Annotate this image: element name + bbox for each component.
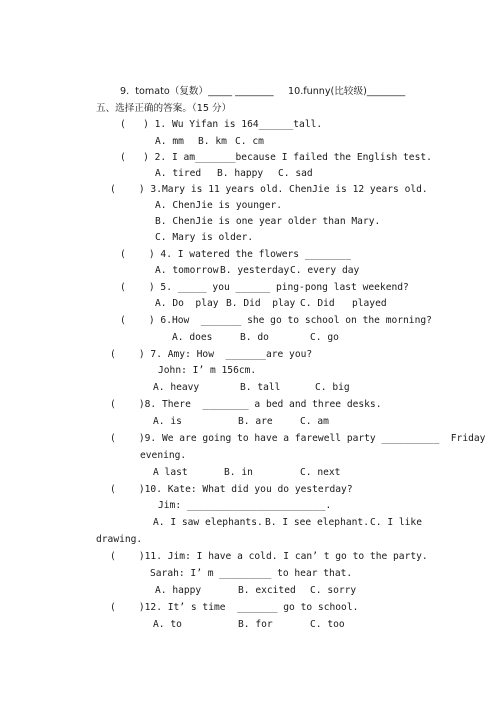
- q2-option-c: C. sad: [278, 168, 313, 179]
- q6-option-a: A. does: [172, 332, 213, 343]
- q8-option-b: B. are: [238, 416, 273, 427]
- q5-stem: ( ) 5. _____ you ______ ping-pong last weekend?: [120, 282, 409, 293]
- q10-option-c: C. I like: [370, 517, 422, 528]
- q4-stem: ( ) 4. I watered the flowers ________: [120, 249, 352, 260]
- q8-option-c: C. am: [300, 416, 329, 427]
- q7-dialogue: John: I’ m 156cm.: [158, 365, 257, 376]
- q9-option-c: C. next: [300, 467, 341, 478]
- q3-option-c: C. Mary is older.: [155, 232, 254, 243]
- q4-option-b: B. yesterday: [220, 265, 290, 276]
- q5-option-a: A. Do play: [155, 298, 219, 309]
- q3-option-a: A. ChenJie is younger.: [155, 200, 283, 211]
- question-9: 9. tomato（复数）_____ ________: [120, 86, 274, 97]
- q12-option-a: A. to: [153, 619, 182, 630]
- q1-option-b: B. km: [198, 136, 227, 147]
- q11-option-b: B. excited: [238, 585, 296, 596]
- q5-option-c: C. Did played: [300, 298, 387, 309]
- q11-dialogue: Sarah: I’ m _________ to hear that.: [150, 568, 353, 579]
- q2-stem: ( ) 2. I am_______because I failed the English test.: [120, 152, 432, 163]
- q7-option-a: A. heavy: [153, 382, 200, 393]
- q10-dialogue: Jim: ________________________.: [158, 500, 332, 511]
- q7-option-c: C. big: [315, 382, 350, 393]
- q10-stem: ( )10. Kate: What did you do yesterday?: [110, 484, 353, 495]
- q4-option-a: A. tomorrow: [155, 265, 219, 276]
- q6-option-c: C. go: [310, 332, 339, 343]
- q11-stem: ( )11. Jim: I have a cold. I can’ t go to the party.: [110, 551, 428, 562]
- q6-option-b: B. do: [240, 332, 269, 343]
- q8-option-a: A. is: [153, 416, 182, 427]
- q4-option-c: C. every day: [290, 265, 360, 276]
- q1-option-a: A. mm: [155, 136, 184, 147]
- q5-option-b: B. Did play: [226, 298, 296, 309]
- q2-option-b: B. happy: [217, 168, 264, 179]
- q9-option-a: A last: [153, 467, 188, 478]
- question-10: 10.funny(比较级)________: [288, 86, 406, 97]
- section-title: 五、选择正确的答案。（15 分）: [96, 103, 232, 114]
- q2-option-a: A. tired: [155, 168, 202, 179]
- q12-option-b: B. for: [238, 619, 273, 630]
- q1-stem: ( ) 1. Wu Yifan is 164______tall.: [120, 119, 323, 130]
- q1-option-c: C. cm: [235, 136, 264, 147]
- q9-continuation: evening.: [140, 450, 187, 461]
- q12-option-c: C. too: [310, 619, 345, 630]
- q9-option-b: B. in: [224, 467, 253, 478]
- q3-stem: ( ) 3.Mary is 11 years old. ChenJie is 12 years old.: [110, 184, 428, 195]
- q10-option-b: B. I see elephant.: [265, 517, 369, 528]
- q10-option-a: A. I saw elephants.: [153, 517, 263, 528]
- q8-stem: ( )8. There ________ a bed and three desks.: [110, 399, 382, 410]
- q11-option-c: C. sorry: [310, 585, 357, 596]
- q6-stem: ( ) 6.How _______ she go to school on the morning?: [120, 315, 432, 326]
- q3-option-b: B. ChenJie is one year older than Mary.: [155, 216, 381, 227]
- q9-stem: ( )9. We are going to have a farewell party __________ Friday: [110, 433, 486, 444]
- q7-stem: ( ) 7. Amy: How _______are you?: [110, 349, 313, 360]
- q10-wrap: drawing.: [96, 534, 143, 545]
- q11-option-a: A. happy: [155, 585, 202, 596]
- q7-option-b: B. tall: [240, 382, 281, 393]
- q12-stem: ( )12. It’ s time _______ go to school.: [110, 602, 359, 613]
